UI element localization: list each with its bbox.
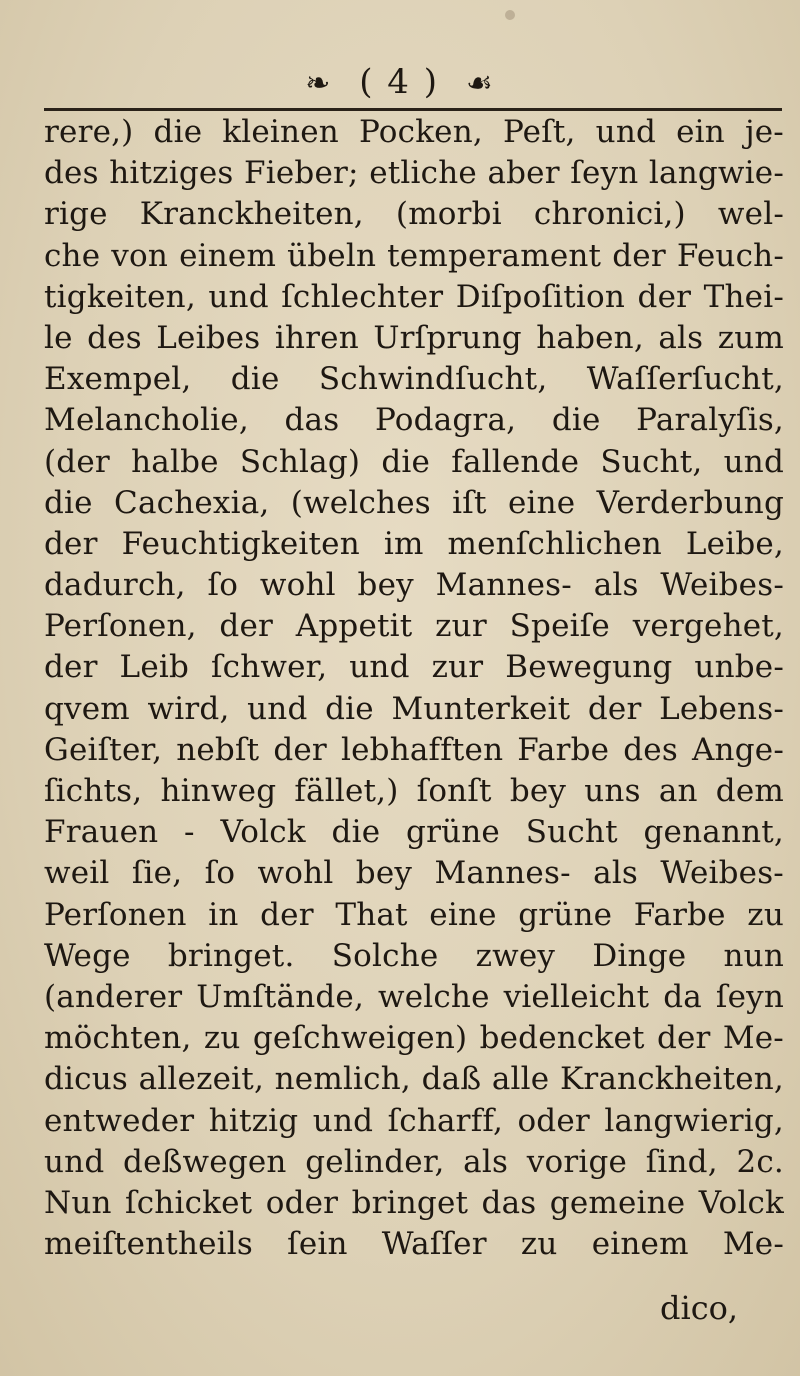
body-text [44,112,784,1265]
text-line: Wege bringet. Solche zwey Dinge nun [44,937,784,974]
text-line: und deßwegen gelinder, als vorige ſind, 2c. [44,1143,784,1180]
text-line: entweder hitzig und ſcharff, oder langwierig, [44,1102,784,1139]
ink-stain [505,10,515,20]
text-line: Perſonen, der Appetit zur Speiſe vergehet, [44,608,784,645]
text-line: Geiſter, nebſt der lebhafften Farbe des Ange- [44,731,784,768]
text-line: weil ſie, ſo wohl bey Mannes- als Weibes- [44,855,784,892]
text-line: rige Kranckheiten, (morbi chronici,) wel- [44,196,784,233]
page-number: ( 4 ) [359,62,439,102]
text-line: tigkeiten, und ſchlechter Diſpoſition der Thei- [44,278,784,315]
text-line: der Leib ſchwer, und zur Bewegung unbe- [44,649,784,686]
text-line: rere,) die kleinen Pocken, Peſt, und ein je- [44,114,784,150]
right-ornament-icon: ☙ [465,66,495,101]
text-line: dadurch, ſo wohl bey Mannes- als Weibes- [44,567,784,604]
text-line: Perſonen in der That eine grüne Farbe zu [44,896,784,933]
left-ornament-icon: ❧ [305,66,333,101]
text-line: Nun ſchicket oder bringet das gemeine Volck [44,1184,784,1221]
text-line: Exempel, die Schwindſucht, Waſſerſucht, [44,361,784,398]
text-line: meiſtentheils ſein Waſſer zu einem Me- [44,1226,784,1263]
text-line: dicus allezeit, nemlich, daß alle Kranckheiten, [44,1061,784,1098]
text-line: (der halbe Schlag) die fallende Sucht, und [44,443,784,480]
text-line: der Feuchtigkeiten im menſchlichen Leibe, [44,525,784,562]
catchword: dico, [660,1289,739,1327]
text-line: Melancholie, das Podagra, die Paralyſis, [44,402,784,439]
text-line: ſichts, hinweg fället,) ſonſt bey uns an dem [44,773,784,809]
text-line: möchten, zu geſchweigen) bedencket der Me- [44,1020,784,1057]
page-header [0,62,800,102]
text-line: che von einem übeln temperament der Feuch- [44,237,784,274]
header-rule [44,108,782,111]
header-line [291,62,508,104]
text-line: qvem wird, und die Munterkeit der Lebens- [44,690,784,727]
text-line: Frauen - Volck die grüne Sucht genannt, [44,814,784,851]
text-line: (anderer Umſtände, welche vielleicht da ſeyn [44,978,784,1015]
text-line: des hitziges Fieber; etliche aber ſeyn langwie- [44,155,784,192]
text-line: le des Leibes ihren Urſprung haben, als zum [44,319,784,356]
text-line: die Cachexia, (welches iſt eine Verderbung [44,484,784,521]
